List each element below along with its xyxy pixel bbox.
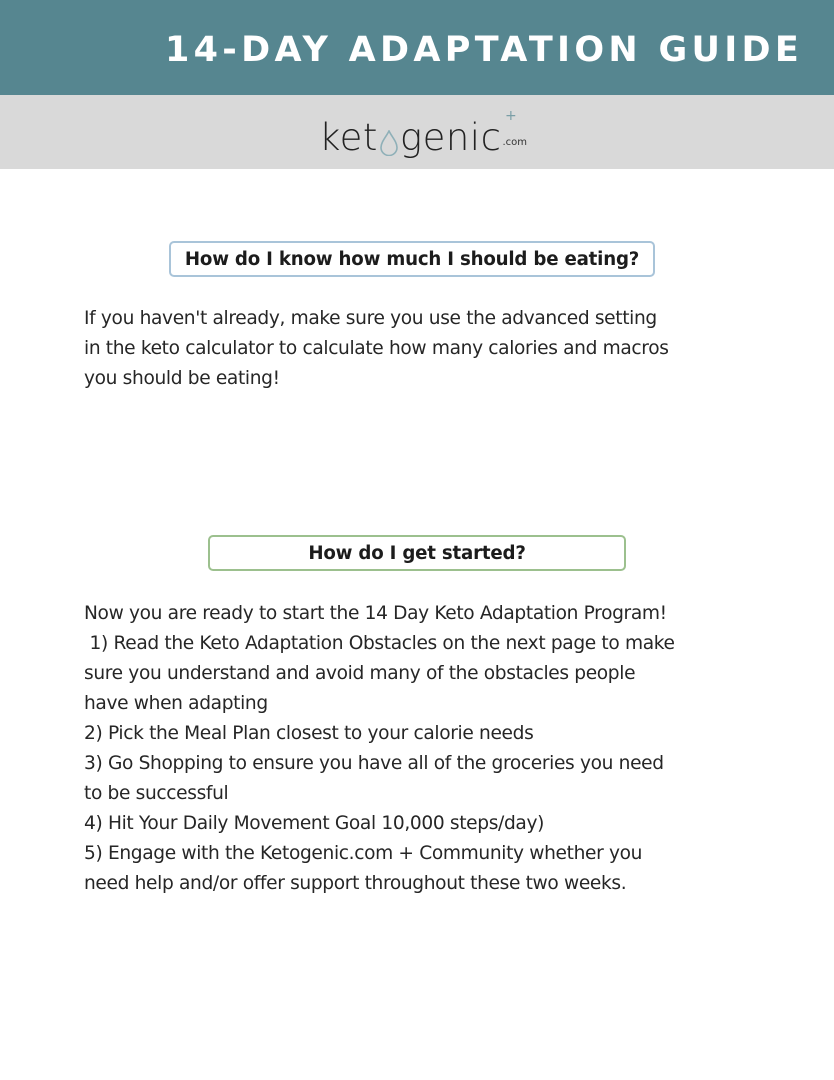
page-title: 14-DAY ADAPTATION GUIDE — [165, 30, 804, 70]
question-heading-get-started — [208, 535, 626, 571]
paragraph-line: you should be eating! — [84, 368, 280, 389]
step-line: have when adapting — [84, 693, 268, 714]
question-text: How do I know how much I should be eating? — [184, 248, 640, 270]
answer-paragraph-get-started — [84, 599, 784, 899]
paragraph-line: in the keto calculator to calculate how many calories and macros — [84, 338, 669, 359]
step-line: 2) Pick the Meal Plan closest to your calorie needs — [84, 723, 534, 744]
step-line: to be successful — [84, 783, 229, 804]
logo-plus-icon: + — [505, 108, 517, 124]
header-banner — [0, 0, 834, 95]
logo-text-left: ket — [319, 116, 378, 159]
paragraph-line: If you haven't already, make sure you use the advanced setting — [84, 308, 657, 329]
ketogenic-logo — [319, 104, 527, 160]
step-line: 1) Read the Keto Adaptation Obstacles on the next page to make — [84, 633, 675, 654]
step-line: 4) Hit Your Daily Movement Goal 10,000 steps/day) — [84, 813, 545, 834]
question-heading-eating — [169, 241, 655, 277]
question-text: How do I get started? — [308, 542, 526, 564]
answer-paragraph-eating — [84, 304, 784, 394]
logo-domain-suffix: .com — [502, 137, 527, 148]
step-line: 5) Engage with the Ketogenic.com + Community whether you — [84, 843, 643, 864]
logo-text-right: genic — [399, 116, 502, 159]
water-drop-icon — [379, 130, 399, 156]
step-line: sure you understand and avoid many of the obstacles people — [84, 663, 636, 684]
step-line: need help and/or offer support throughout these two weeks. — [84, 873, 627, 894]
step-line: 3) Go Shopping to ensure you have all of the groceries you need — [84, 753, 664, 774]
paragraph-line: Now you are ready to start the 14 Day Keto Adaptation Program! — [84, 603, 667, 624]
